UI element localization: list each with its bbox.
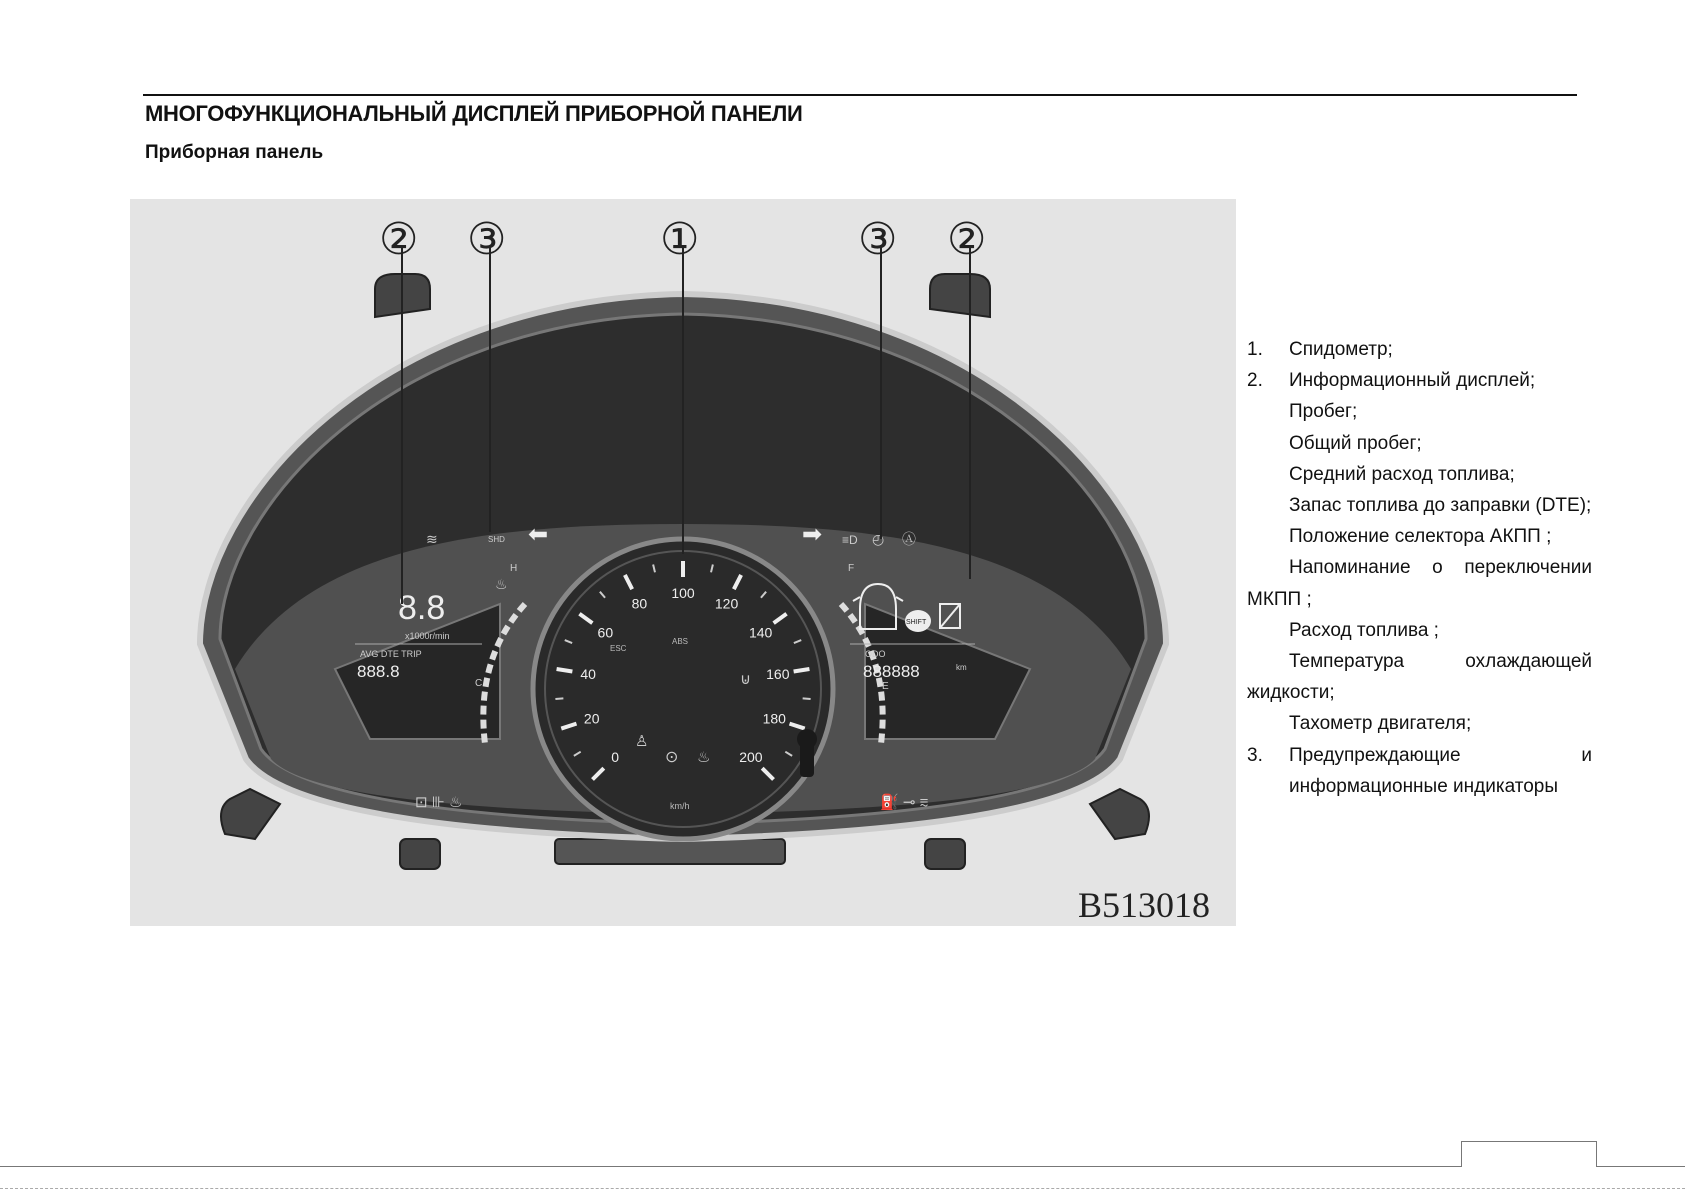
legend-sub-avg: Средний расход топлива;: [1289, 463, 1515, 485]
speed-tick-label: 100: [671, 585, 695, 601]
callout-3-right: ③: [858, 214, 898, 265]
page-title: МНОГОФУНКЦИОНАЛЬНЫЙ ДИСПЛЕЙ ПРИБОРНОЙ ПАНЕЛИ: [145, 101, 803, 126]
odo-digits: 888888: [863, 662, 920, 681]
speed-minor-tick: [555, 698, 563, 699]
odo-label: ODO: [865, 649, 886, 659]
trip-digits: 888.8: [357, 662, 400, 681]
temp-cold-mark: C: [475, 678, 483, 689]
legend-list: [1247, 334, 1592, 802]
legend-sub-temp: Температура охлаждающей жидкости;: [1247, 651, 1592, 704]
shield-indicator: SHD: [488, 535, 505, 544]
fuel-full-mark: F: [848, 563, 855, 574]
speed-minor-tick: [803, 698, 811, 699]
speed-tick-label: 0: [611, 748, 620, 765]
speedometer-dial: [533, 539, 833, 839]
tpms-icon: ⊍: [740, 671, 751, 688]
legend-sub-fuel: Расход топлива ;: [1289, 619, 1439, 641]
speed-tick-label: 40: [580, 665, 596, 682]
oil-temp-icon: ♨: [697, 749, 711, 766]
legend-sub-reminder: Напоминание о переключении МКПП ;: [1247, 557, 1592, 610]
high-beam-icon: ≡D: [842, 533, 858, 547]
header-rule: [143, 94, 1577, 96]
speed-tick-label: 80: [631, 595, 648, 612]
coolant-temp-icon: ♨: [495, 576, 508, 592]
tacho-unit-label: x1000r/min: [405, 631, 450, 641]
speed-unit-label: km/h: [670, 801, 690, 811]
speed-tick-label: 120: [714, 595, 739, 612]
callout-2-left: ②: [379, 214, 419, 265]
instrument-cluster-figure: [130, 199, 1236, 926]
speed-tick-label: 60: [597, 624, 614, 641]
left-turn-indicator-icon: ⬅: [528, 521, 549, 548]
speed-tick-label: 140: [748, 624, 773, 641]
brake-icon: ⊙: [665, 749, 679, 766]
figure-code: B513018: [1078, 885, 1211, 925]
legend-sub-selector: Положение селектора АКПП ;: [1289, 526, 1552, 548]
odo-unit: km: [956, 663, 967, 672]
page-number-tab: [1461, 1141, 1597, 1167]
cruise-icon: ◴: [872, 531, 885, 547]
legend-sub-total: Общий пробег;: [1289, 432, 1422, 454]
tacho-digits: 8.8: [398, 589, 446, 627]
lower-left-icons: ⊡ ⊪ ♨: [415, 794, 463, 811]
speed-tick-label: 20: [583, 710, 600, 727]
footer-rule: [0, 1166, 1685, 1167]
callout-3-left: ③: [467, 214, 507, 265]
legend-item-2: 2. Информационный дисплей;: [1247, 370, 1536, 392]
section-subtitle: Приборная панель: [145, 142, 324, 163]
callout-2-right: ②: [947, 214, 987, 265]
speed-tick-label: 200: [739, 748, 763, 765]
epb-icon: Ⓐ: [902, 531, 916, 547]
esc-indicator: ESC: [610, 644, 627, 653]
right-turn-indicator-icon: ➡: [802, 521, 823, 548]
speed-tick-label: 160: [766, 665, 790, 682]
abs-indicator: ABS: [672, 637, 689, 646]
legend-sub-dte: Запас топлива до заправки (DTE);: [1289, 495, 1592, 517]
legend-sub-mileage: Пробег;: [1289, 401, 1358, 423]
callout-numbers: [379, 214, 986, 265]
legend-item-1: 1. Спидометр;: [1247, 339, 1393, 360]
fog-light-icon: ≋: [426, 531, 438, 547]
legend-sub-tacho: Тахометр двигателя;: [1289, 713, 1472, 735]
fuel-empty-mark: E: [882, 681, 889, 692]
trip-reset-knob: [797, 729, 817, 777]
speed-major-tick: [794, 669, 810, 672]
speed-major-tick: [557, 669, 573, 672]
airbag-icon: ♙: [635, 733, 649, 750]
lower-right-icons: ⛽ ⊸ ⩳: [880, 794, 929, 811]
speed-tick-label: 180: [762, 710, 786, 727]
svg-text:SHIFT: SHIFT: [906, 619, 927, 626]
footer-dashed-line: [0, 1188, 1685, 1189]
callout-1: ①: [660, 214, 700, 265]
temp-hot-mark: H: [510, 563, 518, 574]
legend-item-3: 3. Предупреждающие и информационные индикаторы: [1247, 744, 1592, 797]
trip-modes-label: AVG DTE TRIP: [360, 649, 422, 659]
